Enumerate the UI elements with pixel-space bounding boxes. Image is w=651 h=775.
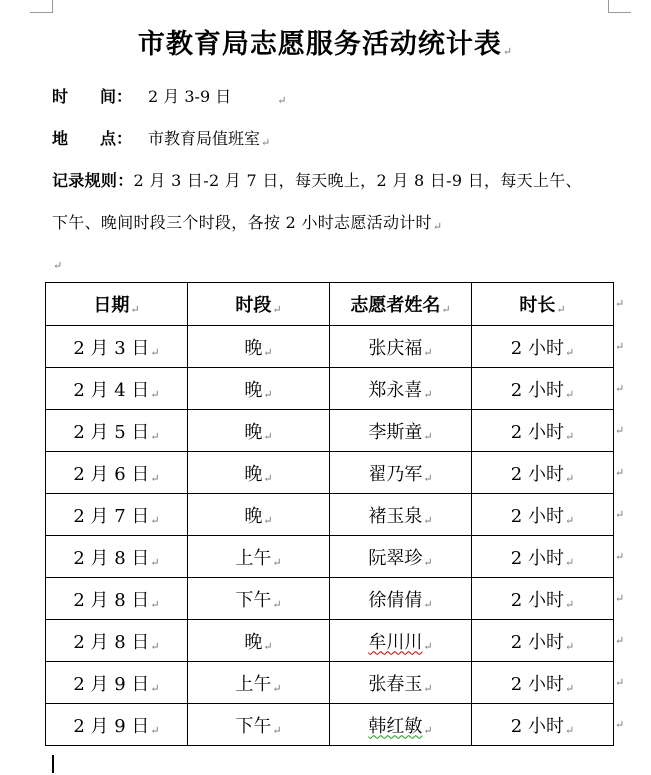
table-row: [46, 536, 614, 578]
cell-date[interactable]: 2 月 8 日↵: [46, 536, 188, 578]
cell-name[interactable]: 徐倩倩↵: [330, 578, 472, 620]
cell-duration[interactable]: 2 小时↵: [472, 368, 614, 410]
table-row: [46, 578, 614, 620]
table-row: [46, 368, 614, 410]
paragraph-mark-icon: ↵: [53, 259, 63, 272]
rule-label: 记录规则：: [52, 171, 134, 190]
cell-name[interactable]: 张庆福↵: [330, 326, 472, 368]
cell-date[interactable]: 2 月 9 日↵: [46, 662, 188, 704]
cell-date[interactable]: 2 月 5 日↵: [46, 410, 188, 452]
rule-line-2[interactable]: [52, 210, 442, 233]
table-header-row: [46, 283, 614, 326]
cell-duration[interactable]: 2 小时↵: [472, 578, 614, 620]
cell-period[interactable]: 晚↵: [188, 368, 330, 410]
cell-duration[interactable]: 2 小时↵: [472, 494, 614, 536]
cell-name[interactable]: 牟川川↵: [330, 620, 472, 662]
cell-period[interactable]: 上午↵: [188, 662, 330, 704]
place-value: 市教育局值班室: [148, 129, 261, 148]
time-line[interactable]: [52, 84, 286, 107]
cell-duration[interactable]: 2 小时↵: [472, 326, 614, 368]
cell-period[interactable]: 晚↵: [188, 326, 330, 368]
header-duration[interactable]: 时长↵: [472, 283, 614, 326]
cell-date[interactable]: 2 月 3 日↵: [46, 326, 188, 368]
cell-date[interactable]: 2 月 8 日↵: [46, 578, 188, 620]
rule-text-1: 2 月 3 日-2 月 7 日，每天晚上，2 月 8 日-9 日，每天上午、: [133, 171, 582, 190]
crop-mark-top-left: [30, 0, 53, 13]
header-date[interactable]: 日期↵: [46, 283, 188, 326]
row-end-mark-icon: ↵: [615, 550, 625, 563]
table-row: [46, 620, 614, 662]
cell-mark-icon: ↵: [272, 303, 282, 316]
row-end-mark-icon: ↵: [615, 340, 625, 353]
cell-mark-icon: ↵: [556, 303, 566, 316]
row-end-mark-icon: ↵: [615, 508, 625, 521]
row-end-mark-icon: ↵: [615, 718, 625, 731]
table-row: [46, 494, 614, 536]
paragraph-mark-icon: ↵: [261, 136, 271, 149]
cell-period[interactable]: 下午↵: [188, 704, 330, 746]
time-label: 时 间：: [52, 87, 133, 106]
paragraph-mark-icon: ↵: [432, 220, 443, 233]
crop-mark-top-right: [608, 0, 631, 13]
cell-duration[interactable]: 2 小时↵: [472, 662, 614, 704]
document-title[interactable]: [0, 22, 651, 61]
table-row: [46, 410, 614, 452]
row-end-mark-icon: ↵: [615, 676, 625, 689]
cell-name[interactable]: 阮翠珍↵: [330, 536, 472, 578]
cell-duration[interactable]: 2 小时↵: [472, 536, 614, 578]
row-end-mark-icon: ↵: [615, 592, 625, 605]
cell-period[interactable]: 晚↵: [188, 410, 330, 452]
cell-name[interactable]: 李斯童↵: [330, 410, 472, 452]
table-row: [46, 452, 614, 494]
cell-duration[interactable]: 2 小时↵: [472, 410, 614, 452]
place-label: 地 点：: [52, 129, 133, 148]
cell-name[interactable]: 韩红敏↵: [330, 704, 472, 746]
row-end-mark-icon: ↵: [615, 424, 625, 437]
rule-line-1[interactable]: [52, 168, 582, 191]
cell-date[interactable]: 2 月 8 日↵: [46, 620, 188, 662]
row-end-mark-icon: ↵: [615, 297, 625, 310]
spellcheck-underline: 牟川川: [368, 631, 423, 653]
cell-date[interactable]: 2 月 9 日↵: [46, 704, 188, 746]
cell-duration[interactable]: 2 小时↵: [472, 452, 614, 494]
cell-duration[interactable]: 2 小时↵: [472, 620, 614, 662]
empty-paragraph[interactable]: [52, 252, 62, 272]
time-value: 2 月 3-9 日: [148, 87, 232, 106]
table-row: [46, 704, 614, 746]
table-row: [46, 662, 614, 704]
rule-text-2: 下午、晚间时段三个时段，各按 2 小时志愿活动计时: [52, 213, 432, 232]
table-row: [46, 326, 614, 368]
cell-period[interactable]: 晚↵: [188, 494, 330, 536]
cell-date[interactable]: 2 月 7 日↵: [46, 494, 188, 536]
header-volunteer-name[interactable]: 志愿者姓名↵: [330, 283, 472, 326]
cell-date[interactable]: 2 月 4 日↵: [46, 368, 188, 410]
cell-mark-icon: ↵: [130, 303, 140, 316]
row-end-mark-icon: ↵: [615, 466, 625, 479]
cell-period[interactable]: 晚↵: [188, 620, 330, 662]
title-text: 市教育局志愿服务活动统计表: [137, 29, 502, 60]
cell-name[interactable]: 张春玉↵: [330, 662, 472, 704]
cell-mark-icon: ↵: [441, 303, 451, 316]
cell-period[interactable]: 上午↵: [188, 536, 330, 578]
cell-period[interactable]: 下午↵: [188, 578, 330, 620]
paragraph-mark-icon: ↵: [277, 94, 287, 107]
row-end-mark-icon: ↵: [615, 634, 625, 647]
cell-name[interactable]: 褚玉泉↵: [330, 494, 472, 536]
cell-name[interactable]: 郑永喜↵: [330, 368, 472, 410]
cell-duration[interactable]: 2 小时↵: [472, 704, 614, 746]
volunteer-table: [45, 282, 614, 746]
text-cursor: [52, 755, 54, 773]
paragraph-mark-icon: ↵: [502, 45, 514, 58]
row-end-mark-icon: ↵: [615, 382, 625, 395]
grammar-underline: 韩红敏: [368, 715, 423, 737]
cell-date[interactable]: 2 月 6 日↵: [46, 452, 188, 494]
cell-name[interactable]: 翟乃军↵: [330, 452, 472, 494]
cell-period[interactable]: 晚↵: [188, 452, 330, 494]
header-period[interactable]: 时段↵: [188, 283, 330, 326]
place-line[interactable]: [52, 126, 270, 149]
